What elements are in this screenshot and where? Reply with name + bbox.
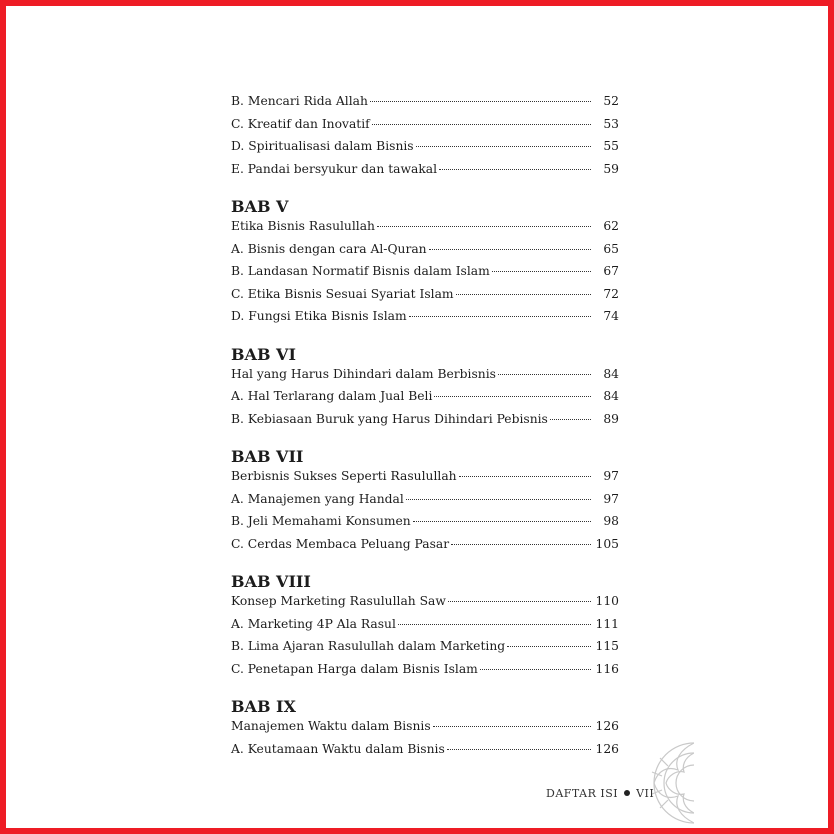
toc-entry-title: E. Pandai bersyukur dan tawakal (231, 161, 438, 176)
toc-entry-page: 116 (595, 661, 619, 676)
toc-entry-title: Berbisnis Sukses Seperti Rasulullah (231, 469, 457, 483)
toc-entry-title: B. Jeli Memahami Konsumen (231, 514, 411, 528)
toc-entry-page: 62 (603, 219, 619, 233)
toc-entry-title: A. Marketing 4P Ala Rasul (231, 616, 396, 631)
toc-entry-page: 65 (603, 241, 619, 256)
toc-entry-page: 126 (595, 741, 619, 756)
toc-entry-title: B. Kebiasaan Buruk yang Harus Dihindari Pebisnis (231, 411, 548, 426)
toc-entry-page: 126 (595, 719, 619, 733)
toc-entry-title: C. Cerdas Membaca Peluang Pasar (231, 536, 450, 551)
toc-entry-title: A. Hal Terlarang dalam Jual Beli (231, 389, 433, 403)
toc-entry-page: 97 (603, 469, 619, 483)
toc-entry-page: 84 (603, 366, 619, 381)
toc-entry-title: A. Bisnis dengan cara Al-Quran (231, 241, 427, 256)
toc-entry-title: Etika Bisnis Rasulullah (231, 219, 375, 233)
toc-entry-title: D. Spiritualisasi dalam Bisnis (231, 139, 414, 153)
toc-entry-page: 67 (603, 264, 619, 278)
toc-entry-title: B. Mencari Rida Allah (231, 94, 368, 108)
toc-entry-page: 74 (603, 309, 619, 323)
footer-section-label: DAFTAR ISI (546, 787, 619, 800)
toc-entry-page: 59 (603, 161, 619, 176)
chapter-heading: BAB IX (231, 697, 296, 716)
toc-entry-title: C. Etika Bisnis Sesuai Syariat Islam (231, 286, 454, 301)
toc-entry-title: Manajemen Waktu dalam Bisnis (231, 719, 431, 733)
toc-entry-page: 98 (603, 514, 619, 528)
toc-entry-title: Konsep Marketing Rasulullah Saw (231, 594, 446, 608)
chapter-heading: BAB VII (231, 447, 304, 466)
toc-entry-page: 72 (603, 286, 619, 301)
toc-entry-page: 55 (603, 139, 619, 153)
toc-entry-page: 84 (603, 389, 619, 403)
toc-entry-title: Hal yang Harus Dihindari dalam Berbisnis (231, 366, 496, 381)
chapter-heading: BAB V (231, 197, 289, 216)
toc-entry-title: D. Fungsi Etika Bisnis Islam (231, 309, 407, 323)
toc-entry-page: 115 (595, 639, 619, 653)
toc-entry-title: A. Manajemen yang Handal (231, 491, 404, 506)
toc-entry-page: 111 (595, 616, 619, 631)
toc-entry-title: C. Kreatif dan Inovatif (231, 116, 370, 131)
chapter-heading: BAB VIII (231, 572, 311, 591)
toc-entry-page: 97 (603, 491, 619, 506)
toc-entry-page: 52 (603, 94, 619, 108)
toc-entry-page: 110 (595, 594, 619, 608)
toc-entry-page: 105 (595, 536, 619, 551)
toc-entry-title: A. Keutamaan Waktu dalam Bisnis (231, 741, 445, 756)
toc-entry-page: 89 (603, 411, 619, 426)
toc-entry-page: 53 (603, 116, 619, 131)
toc-entry-title: C. Penetapan Harga dalam Bisnis Islam (231, 661, 478, 676)
footer-page-number: VII (636, 787, 655, 800)
chapter-heading: BAB VI (231, 344, 296, 364)
toc-entry-title: B. Lima Ajaran Rasulullah dalam Marketing (231, 639, 506, 653)
toc-entry-title: B. Landasan Normatif Bisnis dalam Islam (231, 264, 490, 278)
